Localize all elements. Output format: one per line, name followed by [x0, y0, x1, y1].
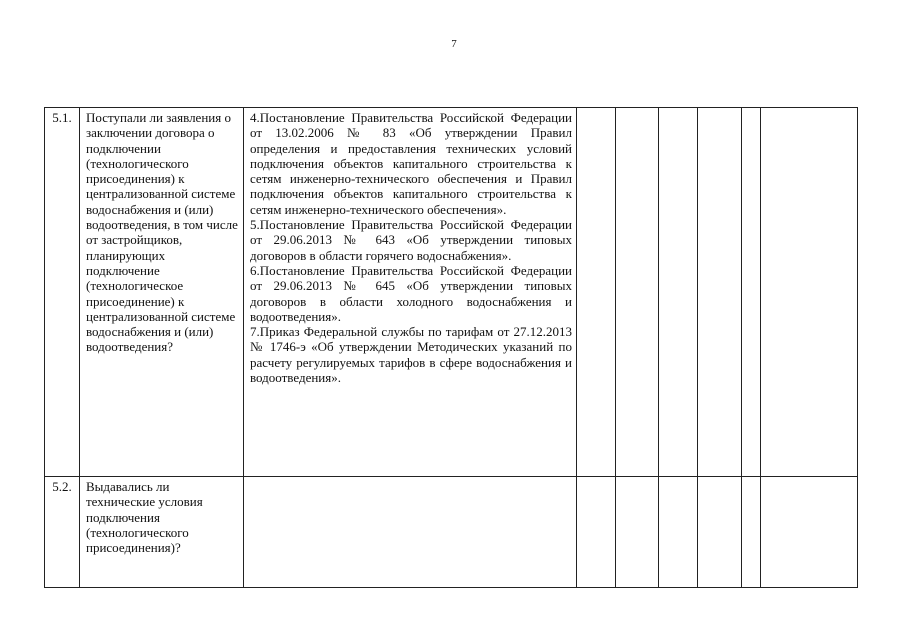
table-row	[45, 108, 858, 477]
notes-cell	[761, 477, 858, 588]
legal-basis-item: 6.Постановление Правительства Российской Федерации от 29.06.2013 № 645 «Об утверждении типовых договоров в области холодного водоснабжения и водоотведения».	[250, 262, 572, 324]
legal-basis-cell	[244, 108, 577, 477]
narrow-blank-cell	[742, 108, 761, 477]
notes-cell	[761, 108, 858, 477]
row-number: 5.2.	[45, 477, 80, 588]
row-number: 5.1.	[45, 108, 80, 477]
legal-basis-item: 5.Постановление Правительства Российской Федерации от 29.06.2013 № 643 «Об утверждении типовых договоров в области горячего водоснабжения».	[250, 217, 572, 263]
answer-na-cell	[659, 108, 698, 477]
answer-extra-cell	[698, 477, 742, 588]
answer-extra-cell	[698, 108, 742, 477]
narrow-blank-cell	[742, 477, 761, 588]
answer-yes-cell	[577, 108, 616, 477]
checklist-table	[44, 107, 858, 588]
answer-no-cell	[616, 108, 659, 477]
legal-basis-item: 4.Постановление Правительства Российской Федерации от 13.02.2006 № 83 «Об утверждении Правил определения и предоставления технических условий подключения объектов капитального строительства к сетям инженерно-технического обеспечения и Правил подключения объектов капитального строительства к сетям инженерно-технического обеспечения».	[250, 110, 572, 217]
answer-yes-cell	[577, 477, 616, 588]
legal-basis-cell	[244, 477, 577, 588]
page-number: 7	[451, 38, 457, 50]
table-row	[45, 477, 858, 588]
question-text: Поступали ли заявления о заключении договора о подключении (технологического присоединения) к централизованной системе водоснабжения и (или) водоотведения, в том числе от застройщиков, планирующих подключение (технологическое присоединение) к централизованной системе водоснабжения и (или) водоотведения?	[80, 108, 244, 477]
question-text: Выдавались ли технические условия подключения (технологического присоединения)?	[80, 477, 244, 588]
legal-basis-item: 7.Приказ Федеральной службы по тарифам от 27.12.2013 № 1746-э «Об утверждении Методических указаний по расчету регулируемых тарифов в сфере водоснабжения и водоотведения».	[250, 324, 572, 386]
answer-no-cell	[616, 477, 659, 588]
answer-na-cell	[659, 477, 698, 588]
